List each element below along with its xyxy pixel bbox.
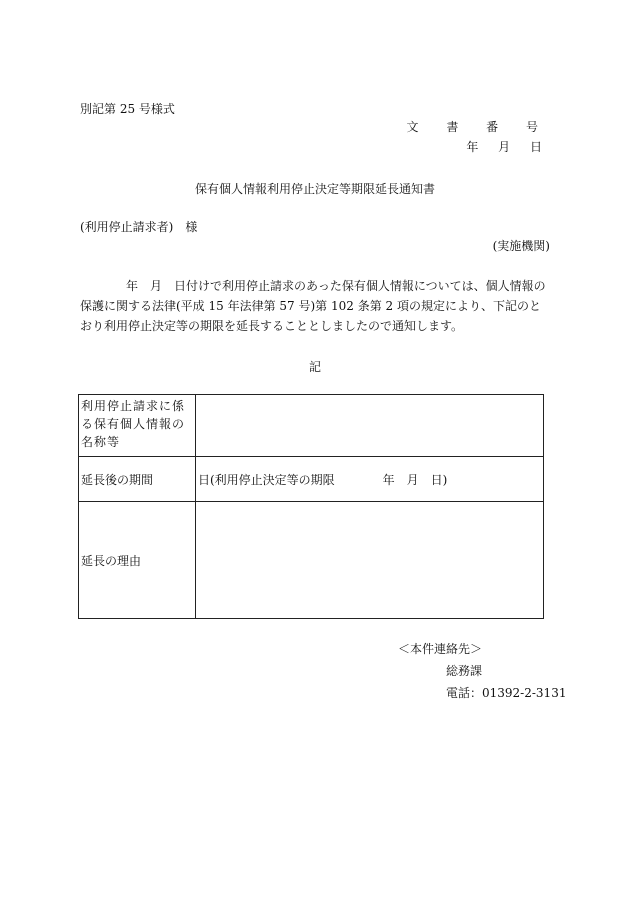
recipient-line: (利用停止請求者) 様 (80, 220, 198, 234)
ki-heading: 記 (308, 360, 321, 374)
extension-reason-value (196, 502, 544, 619)
contact-phone: 電話：01392-2-3131 (446, 686, 567, 700)
extension-reason-label: 延長の理由 (79, 502, 196, 619)
form-number: 別記第 25 号様式 (80, 102, 175, 116)
document-number-label: 文 書 番 号 (406, 120, 550, 134)
info-name-label-cell (79, 395, 196, 457)
extended-period-value: 日(利用停止決定等の期限 年 月 日) (196, 457, 544, 502)
contact-department: 総務課 (446, 664, 483, 678)
notice-body: 年 月 日付けで利用停止請求のあった保有個人情報については、個人情報の保護に関する法律(平成 15 年法律第 57 号)第 102 条第 2 項の規定により、下記のとおり利用停止決定等の期限を延長することとしましたので通知します。 (80, 279, 546, 333)
extension-details-table (78, 394, 544, 619)
issuer-line: (実施機関) (492, 239, 550, 253)
table-row (79, 457, 544, 502)
document-date-label: 年 月 日 (466, 140, 550, 154)
info-name-label: 利用停止請求に係る保有個人情報の名称等 (81, 399, 186, 449)
extended-period-label: 延長後の期間 (79, 457, 196, 502)
contact-heading: ＜本件連絡先＞ (398, 642, 483, 656)
document-title: 保有個人情報利用停止決定等期限延長通知書 (194, 182, 435, 196)
table-row (79, 395, 544, 457)
table-row (79, 502, 544, 619)
info-name-value (196, 395, 544, 457)
